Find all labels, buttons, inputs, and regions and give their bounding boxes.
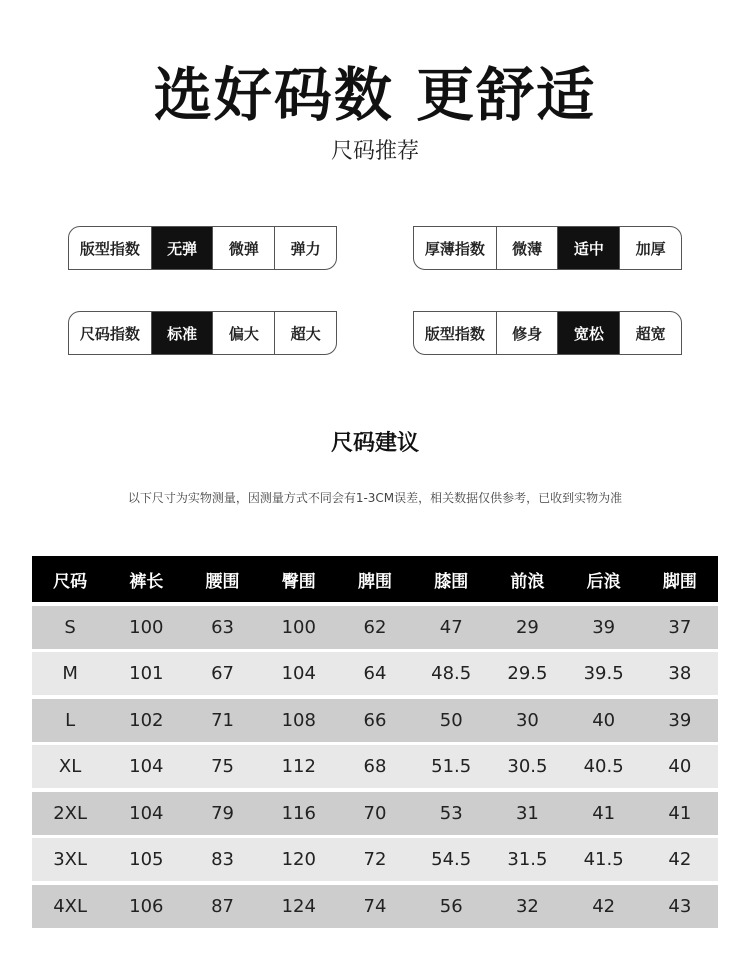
table-cell: XL (58, 756, 82, 777)
table-cell: 68 (363, 756, 387, 777)
table-cell: 105 (129, 849, 164, 870)
table-cell: 31.5 (507, 849, 548, 870)
table-header-cell: 尺码 (53, 571, 88, 592)
table-row (32, 745, 718, 788)
table-cell: L (65, 709, 76, 731)
table-header-cell: 后浪 (586, 571, 621, 592)
index-option: 适中 (557, 227, 619, 269)
table-cell: 40.5 (583, 756, 624, 777)
table-cell: 56 (439, 895, 463, 917)
table-header-cell: 裤长 (129, 571, 164, 592)
table-cell: 64 (363, 663, 387, 684)
index-option: 标准 (151, 312, 213, 354)
table-cell: 104 (281, 663, 316, 684)
table-cell: 47 (439, 616, 463, 638)
table-cell: 101 (129, 663, 164, 684)
index-option: 加厚 (619, 227, 681, 269)
table-cell: 31 (515, 802, 539, 824)
table-header-cell: 臀围 (281, 571, 316, 592)
table-header-cell: 膝围 (434, 571, 469, 592)
index-box-size (68, 311, 337, 355)
table-cell: 50 (439, 709, 463, 731)
table-cell: S (64, 616, 76, 638)
index-label: 厚薄指数 (424, 239, 485, 258)
table-cell: 41 (668, 802, 692, 824)
table-cell: 42 (592, 895, 616, 917)
table-cell: 66 (363, 709, 387, 731)
table-cell: M (62, 663, 78, 684)
table-cell: 62 (363, 616, 387, 638)
index-option: 超大 (274, 312, 336, 354)
table-header-cell: 前浪 (510, 571, 545, 592)
table-cell: 87 (211, 895, 234, 917)
index-option: 无弹 (151, 227, 213, 269)
table-row (32, 792, 718, 835)
table-cell: 102 (129, 709, 164, 731)
table-cell: 112 (281, 756, 316, 777)
table-cell: 100 (281, 616, 316, 638)
table-cell: 75 (211, 756, 234, 777)
table-cell: 39 (668, 709, 692, 731)
size-table (32, 556, 718, 928)
table-cell: 39 (592, 616, 616, 638)
table-cell: 32 (515, 895, 539, 917)
page-title: 选好码数 更舒适 (153, 61, 597, 129)
table-row (32, 838, 718, 881)
table-row (32, 652, 718, 695)
table-cell: 39.5 (583, 663, 624, 684)
index-option: 超宽 (619, 312, 681, 354)
index-option: 宽松 (557, 312, 619, 354)
index-label: 尺码指数 (79, 324, 140, 343)
table-cell: 40 (668, 756, 692, 777)
table-cell: 29 (515, 616, 539, 638)
table-row (32, 699, 718, 742)
table-cell: 4XL (53, 895, 88, 917)
table-cell: 74 (363, 895, 387, 917)
table-cell: 67 (211, 663, 234, 684)
table-cell: 38 (668, 663, 692, 684)
table-header-cell: 脚围 (662, 571, 697, 592)
table-cell: 48.5 (431, 663, 472, 684)
table-cell: 79 (211, 802, 234, 824)
table-row (32, 606, 718, 649)
table-cell: 106 (129, 895, 164, 917)
table-cell: 71 (211, 709, 234, 731)
table-body (32, 606, 718, 928)
table-cell: 3XL (53, 849, 88, 870)
index-box-fit (68, 226, 337, 270)
table-row (32, 885, 718, 928)
table-cell: 53 (439, 802, 463, 824)
table-cell: 51.5 (431, 756, 472, 777)
index-option: 偏大 (212, 312, 274, 354)
table-cell: 63 (211, 616, 234, 638)
table-cell: 2XL (53, 802, 88, 824)
table-cell: 120 (281, 849, 316, 870)
table-cell: 41.5 (583, 849, 624, 870)
index-option: 微弹 (212, 227, 274, 269)
table-cell: 104 (129, 756, 164, 777)
table-cell: 29.5 (507, 663, 548, 684)
index-box-cut (413, 311, 682, 355)
page-subtitle: 尺码推荐 (330, 139, 419, 164)
table-cell: 116 (281, 802, 316, 824)
table-cell: 100 (129, 616, 164, 638)
index-label: 版型指数 (424, 324, 485, 343)
table-cell: 41 (592, 802, 616, 824)
table-cell: 54.5 (431, 849, 472, 870)
table-header (32, 556, 718, 602)
table-cell: 108 (281, 709, 316, 731)
table-cell: 30.5 (507, 756, 548, 777)
size-section-title: 尺码建议 (330, 431, 419, 456)
table-header-cell: 腰围 (205, 571, 240, 592)
table-cell: 37 (668, 616, 692, 638)
index-label: 版型指数 (79, 239, 140, 258)
index-option: 修身 (496, 312, 558, 354)
index-option: 弹力 (274, 227, 336, 269)
table-cell: 43 (668, 895, 692, 917)
index-box-thickness (413, 226, 682, 270)
table-header-cell: 脾围 (357, 571, 392, 592)
table-cell: 40 (592, 709, 616, 731)
size-note: 以下尺寸为实物测量，因测量方式不同会有1-3CM误差，相关数据仅供参考，已收到实物为准 (127, 491, 623, 505)
table-cell: 42 (668, 849, 692, 870)
table-cell: 30 (515, 709, 539, 731)
index-option: 微薄 (496, 227, 558, 269)
table-cell: 124 (281, 895, 316, 917)
table-cell: 104 (129, 802, 164, 824)
table-cell: 70 (363, 802, 387, 824)
table-cell: 72 (363, 849, 387, 870)
table-cell: 83 (211, 849, 234, 870)
